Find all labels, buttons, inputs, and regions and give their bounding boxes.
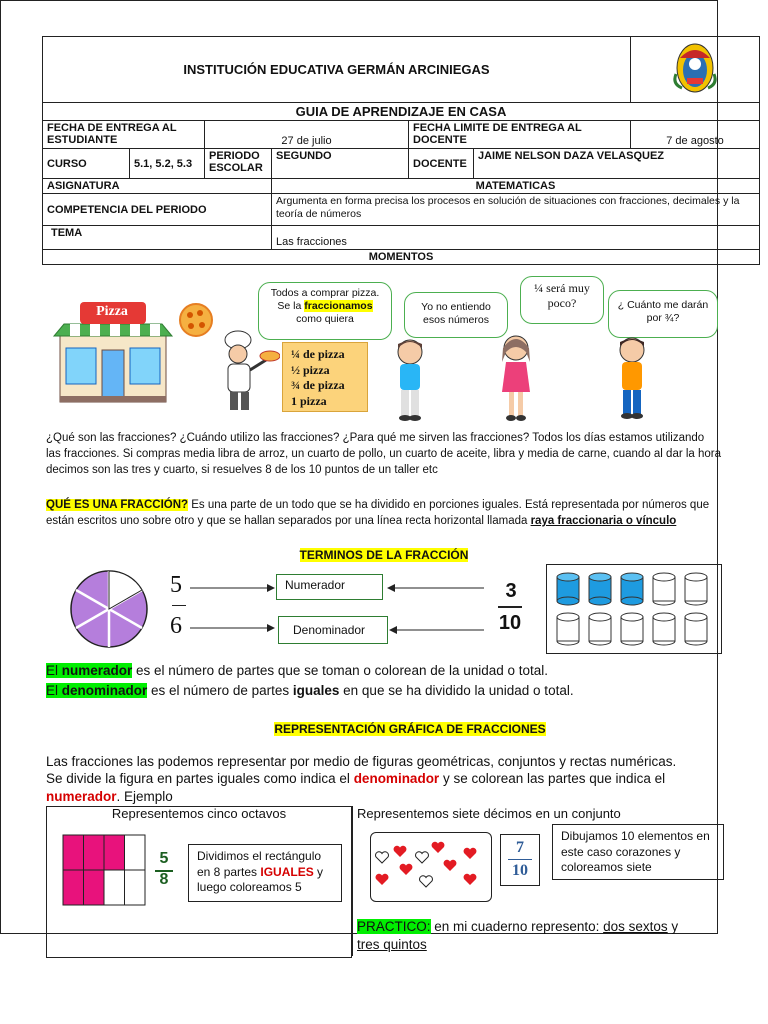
intro-paragraph: ¿Qué son las fracciones? ¿Cuándo utilizo las fracciones? ¿Para qué me sirven las fracciones? Todos los días estamos utilizando las fracciones. Si compras media libra de arroz, un cuarto de pollo, un cuarto de aceite, libra y media de carne, cuando al dar la hora decimos son las tres y cuarto, si resuelves 8 de los 10 puntos de un taller etc xyxy=(46,432,722,476)
five-eighths-numerator: 5 xyxy=(159,850,169,867)
denominador-def-bold: iguales xyxy=(292,683,340,698)
seven-tenths-numerator: 7 xyxy=(516,839,524,856)
boy2-speech-bubble: ¿ Cuánto me darán por ¾? xyxy=(608,290,718,338)
terms-title-wrap xyxy=(0,548,768,562)
hearts-set xyxy=(370,832,492,902)
hearts-icon xyxy=(371,833,491,901)
chef-bubble-line2: Se la xyxy=(277,300,302,313)
denominador-def-prefix: El xyxy=(46,683,62,698)
denominador-def-term: denominador xyxy=(61,683,148,698)
example-right-title: Representemos siete décimos en un conjunto xyxy=(357,806,621,821)
school-logo-cell xyxy=(631,37,760,103)
representation-line2b: y se colorean las partes que indica el xyxy=(439,771,666,787)
numerador-definition xyxy=(46,663,548,678)
practico-text: en mi cuaderno represento: xyxy=(430,919,604,934)
numerador-label: Numerador xyxy=(276,574,383,600)
left-denominator: 6 xyxy=(170,613,182,639)
momentos-title: MOMENTOS xyxy=(43,250,760,265)
denominador-def-text: es el número de partes xyxy=(147,683,293,698)
definition-term: raya fraccionaria o vínculo xyxy=(530,514,677,527)
chef-bubble-highlight: fraccionamos xyxy=(304,300,373,313)
chef-bubble-line3: como quiera xyxy=(296,313,354,326)
header-table xyxy=(42,36,760,265)
practico-label: PRACTICO: xyxy=(357,919,431,934)
left-numerator: 5 xyxy=(170,572,182,598)
competencia-label: COMPETENCIA DEL PERIODO xyxy=(43,194,272,226)
fecha-entrega-label: FECHA DE ENTREGA AL ESTUDIANTE xyxy=(43,121,205,149)
asignatura-label: ASIGNATURA xyxy=(43,179,272,194)
left-explanation-2: y luego coloreamos 5 xyxy=(197,864,324,895)
representation-line3: . Ejemplo xyxy=(116,788,173,804)
example-divider xyxy=(352,806,353,956)
curso-label: CURSO xyxy=(43,149,130,179)
practico-and: y xyxy=(667,919,679,934)
left-explanation-1: Dividimos el rectángulo en 8 partes xyxy=(197,849,322,879)
menu-item: ¼ de pizza xyxy=(291,347,345,361)
fecha-limite-label: FECHA LIMITE DE ENTREGA AL DOCENTE xyxy=(409,121,631,149)
definition-text: Es una parte de un todo que se ha dividido en porciones iguales. Está representada por números que están escritos uno sobre otro y que se hallan separados por una línea recta horizontal llamada xyxy=(46,499,710,527)
five-eighths-denominator: 8 xyxy=(159,871,169,888)
chef-bubble-line1: Todos a comprar pizza. xyxy=(270,287,380,299)
seven-tenths-box xyxy=(500,834,540,886)
tema-value: Las fracciones xyxy=(272,226,760,250)
example-left-title: Representemos cinco octavos xyxy=(111,806,287,821)
five-eighths-rectangle-icon xyxy=(62,834,146,906)
fecha-limite-value: 7 de agosto xyxy=(631,121,760,149)
menu-item: ¾ de pizza xyxy=(291,378,345,393)
boy1-icon xyxy=(390,338,430,424)
periodo-value: SEGUNDO xyxy=(272,149,409,179)
fecha-entrega-value: 27 de julio xyxy=(205,121,409,149)
numerador-def-prefix: El xyxy=(46,663,62,678)
cylinders-icon xyxy=(547,565,723,655)
seven-tenths-denominator: 10 xyxy=(512,862,528,879)
representation-line2a: Se divide la figura en partes iguales como indica el xyxy=(46,771,354,787)
boy1-speech-bubble: Yo no entiendo esos números xyxy=(404,292,508,338)
representation-title-wrap xyxy=(0,722,768,736)
practico-two-sixths: dos sextos xyxy=(603,919,668,934)
denominador-definition xyxy=(46,683,574,698)
periodo-label: PERIODO ESCOLAR xyxy=(205,149,272,179)
right-fraction-bar xyxy=(498,606,522,608)
representation-paragraph xyxy=(46,753,736,805)
representation-numerador: numerador xyxy=(46,788,117,804)
numerador-def-term: numerador xyxy=(61,663,133,678)
seven-tenths-bar xyxy=(508,859,532,860)
left-fraction-bar xyxy=(172,605,186,606)
numerador-def-text: es el número de partes que se toman o colorean de la unidad o total. xyxy=(132,663,549,678)
left-explanation-box xyxy=(188,844,342,902)
right-numerator: 3 xyxy=(505,580,517,602)
docente-label: DOCENTE xyxy=(409,149,474,179)
denominador-label: Denominador xyxy=(278,616,388,644)
asignatura-value: MATEMATICAS xyxy=(272,179,760,194)
pie-six-parts-icon xyxy=(68,568,150,650)
pizza-sign: Pizza xyxy=(96,304,128,319)
representation-denominador: denominador xyxy=(353,771,440,787)
competencia-value: Argumenta en forma precisa los procesos en solución de situaciones con fracciones, decimales y la teoría de números xyxy=(272,194,760,226)
girl-icon xyxy=(496,334,536,424)
left-explanation-highlight: IGUALES xyxy=(260,864,314,879)
chef-icon xyxy=(208,330,280,414)
curso-value: 5.1, 5.2, 5.3 xyxy=(130,149,205,179)
school-crest-icon xyxy=(670,40,720,96)
pizza-menu-board xyxy=(282,342,368,412)
institution-name: INSTITUCIÓN EDUCATIVA GERMÁN ARCINIEGAS xyxy=(43,37,631,103)
girl-speech-bubble: ¼ será muy poco? xyxy=(520,276,604,324)
menu-item: 1 pizza xyxy=(291,393,327,408)
tema-label: TEMA xyxy=(43,226,272,250)
terms-title: TERMINOS DE LA FRACCIÓN xyxy=(299,548,469,562)
cylinders-box xyxy=(546,564,722,654)
docente-value: JAIME NELSON DAZA VELASQUEZ xyxy=(474,149,760,179)
definition-paragraph xyxy=(46,498,722,530)
guide-title: GUIA DE APRENDIZAJE EN CASA xyxy=(43,103,760,121)
practico-line xyxy=(357,918,727,953)
representation-line1: Las fracciones las podemos representar por medio de figuras geométricas, conjuntos y rectas numéricas. xyxy=(46,754,677,769)
representation-title: REPRESENTACIÓN GRÁFICA DE FRACCIONES xyxy=(274,722,546,736)
denominador-def-tail: en que se ha dividido la unidad o total. xyxy=(339,683,574,698)
chef-speech-bubble xyxy=(258,282,392,340)
right-denominator: 10 xyxy=(498,612,522,634)
definition-title: QUÉ ES UNA FRACCIÓN? xyxy=(46,499,189,511)
boy2-icon xyxy=(612,336,652,424)
practico-three-fifths: tres quintos xyxy=(357,936,427,952)
menu-item: ½ pizza xyxy=(291,362,330,377)
right-explanation-box: Dibujamos 10 elementos en este caso corazones y coloreamos siete xyxy=(552,824,724,880)
